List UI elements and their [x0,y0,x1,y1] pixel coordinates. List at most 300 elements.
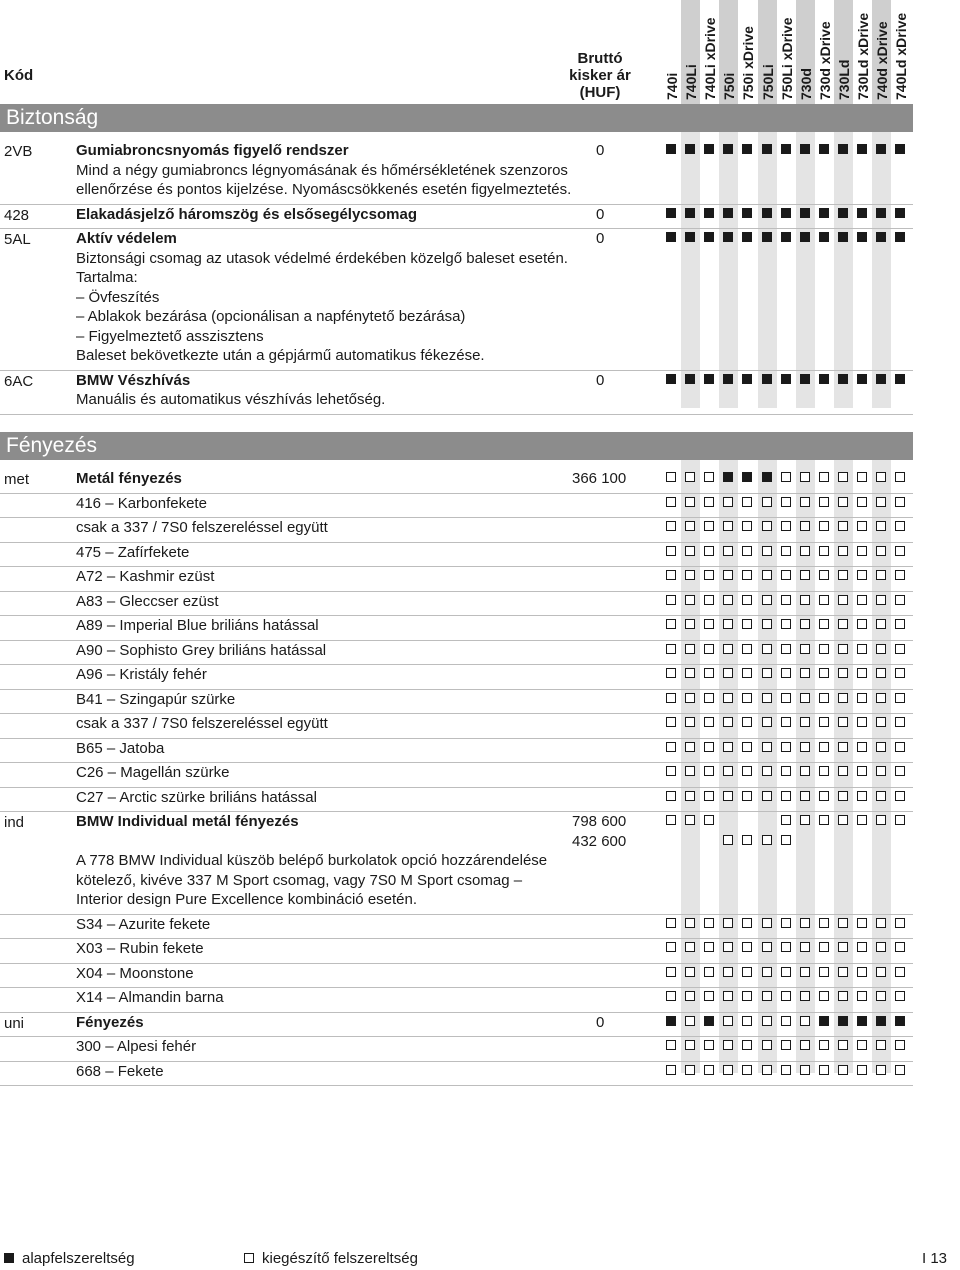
optional-square-icon [723,595,733,605]
optional-square-icon [857,766,867,776]
optional-square-icon [819,766,829,776]
option-code: 6AC [4,372,34,390]
optional-square-icon [723,497,733,507]
standard-square-icon [838,208,848,218]
standard-square-icon [666,374,676,384]
optional-square-icon [781,693,791,703]
standard-square-icon [895,144,905,154]
optional-square-icon [685,619,695,629]
optional-square-icon [800,1065,810,1075]
option-description [76,543,189,563]
option-detail-line: 475 – Zafírfekete [76,543,190,561]
optional-square-icon [857,644,867,654]
optional-square-icon [685,472,695,482]
optional-square-icon [685,570,695,580]
option-detail-line: – Övfeszítés [76,288,160,306]
standard-square-icon [762,208,772,218]
optional-square-icon [762,570,772,580]
optional-square-icon [857,668,867,678]
header-code-label: Kód [4,67,34,84]
optional-square-icon [781,472,791,482]
optional-square-icon [704,472,714,482]
optional-square-icon [723,991,733,1001]
header-price-label [562,50,638,101]
option-detail-line: ellenőrzése és pontos kijelzése. Nyomáscsökkenés esetén figyelmeztetés. [76,181,572,198]
model-header-label: 750Li xDrive [778,17,795,100]
optional-square-icon [666,693,676,703]
optional-square-icon [742,546,752,556]
optional-square-icon [704,717,714,727]
optional-square-icon [857,791,867,801]
standard-square-icon [781,232,791,242]
optional-square-icon [895,644,905,654]
optional-square-icon [685,1065,695,1075]
optional-square-icon [800,967,810,977]
option-price [596,141,604,161]
option-description [76,665,207,685]
optional-square-icon [704,521,714,531]
option-description [76,714,328,734]
standard-square-icon [800,144,810,154]
column-band [872,132,891,408]
optional-square-icon [876,472,886,482]
option-detail-line: A90 – Sophisto Grey briliáns hatással [76,641,327,659]
optional-square-icon [800,668,810,678]
optional-square-icon [838,1065,848,1075]
optional-square-icon [685,1040,695,1050]
optional-square-icon [895,619,905,629]
optional-square-icon [819,791,829,801]
optional-square-icon [800,619,810,629]
optional-square-icon [857,497,867,507]
option-detail-line: Mind a négy gumiabroncs légnyomásának és hőmérsékletének szenzoros [76,161,568,179]
optional-square-icon [819,521,829,531]
optional-square-icon [666,991,676,1001]
section-safety-title: Biztonság [6,106,99,129]
option-detail-line: C27 – Arctic szürke briliáns hatással [76,788,317,806]
optional-square-icon [800,815,810,825]
optional-square-icon [742,595,752,605]
optional-square-icon [876,791,886,801]
option-title: Elakadásjelző háromszög és elsősegélycsomag [76,205,417,223]
column-band [796,132,815,408]
optional-square-icon [838,918,848,928]
optional-square-icon [819,717,829,727]
option-price [572,812,626,851]
option-detail-line: C26 – Magellán szürke [76,764,230,781]
model-header [891,0,910,104]
optional-square-icon [838,497,848,507]
optional-square-icon [685,497,695,507]
optional-square-icon [838,967,848,977]
optional-square-icon [762,668,772,678]
optional-square-icon [876,815,886,825]
model-header-label: 750i xDrive [740,26,757,100]
optional-square-icon [800,570,810,580]
optional-square-icon [819,942,829,952]
optional-square-icon [723,570,733,580]
standard-square-icon [857,232,867,242]
option-description [76,469,182,489]
optional-square-icon [704,815,714,825]
option-description [76,616,319,636]
optional-square-icon [819,815,829,825]
optional-square-icon [723,742,733,752]
optional-square-icon [781,1016,791,1026]
model-header-label: 750i [721,72,738,100]
optional-square-icon [666,644,676,654]
option-detail-line: X14 – Almandin barna [76,989,224,1006]
standard-square-icon [800,374,810,384]
option-code: met [4,471,30,488]
optional-square-icon [723,942,733,952]
optional-square-icon [742,967,752,977]
optional-square-icon [895,497,905,507]
standard-square-icon [781,144,791,154]
optional-square-icon [762,766,772,776]
price-label-line-2: kisker ár [569,67,631,84]
optional-square-icon [857,717,867,727]
standard-square-icon [819,374,829,384]
optional-square-icon [800,991,810,1001]
optional-square-icon [838,766,848,776]
optional-square-icon [800,546,810,556]
optional-square-icon [800,521,810,531]
model-header [662,0,681,104]
optional-square-icon [857,570,867,580]
optional-square-icon [666,619,676,629]
optional-square-icon [666,595,676,605]
optional-square-icon [762,918,772,928]
standard-square-icon [838,1016,848,1026]
optional-square-icon [704,766,714,776]
standard-square-icon [704,374,714,384]
optional-square-icon [819,472,829,482]
option-description [76,518,328,538]
standard-square-icon [819,1016,829,1026]
model-header-label: 740i [664,72,680,100]
model-header-label: 730d xDrive [816,21,833,100]
optional-square-icon [895,717,905,727]
optional-square-icon [762,693,772,703]
model-header-label: 730d [797,68,814,100]
optional-square-icon [742,644,752,654]
optional-square-icon [762,991,772,1001]
optional-square-icon [781,717,791,727]
optional-square-icon [876,742,886,752]
optional-square-icon [876,717,886,727]
optional-square-icon [857,1040,867,1050]
option-code: 428 [4,206,30,224]
optional-square-icon [876,668,886,678]
optional-square-icon [781,668,791,678]
optional-square-icon [704,546,714,556]
optional-square-icon [781,644,791,654]
optional-square-icon [666,1040,676,1050]
optional-square-icon [742,693,752,703]
optional-square-icon [876,991,886,1001]
optional-square-icon [666,546,676,556]
standard-square-icon [838,232,848,242]
optional-square-icon [742,791,752,801]
optional-square-icon [876,942,886,952]
option-price [596,371,604,391]
standard-square-icon [876,1016,886,1026]
standard-square-icon [762,144,772,154]
optional-square-icon [838,1040,848,1050]
optional-square-icon [685,644,695,654]
optional-square-icon [742,570,752,580]
option-detail-line: Biztonsági csomag az utasok védelmé érdekében közelgő baleset esetén. [76,249,568,267]
section-safety-bar [0,104,913,132]
option-detail-line: B41 – Szingapúr szürke [76,690,236,708]
optional-square-icon [857,693,867,703]
optional-square-icon [666,1065,676,1075]
standard-square-icon [723,144,733,154]
option-description [76,788,317,808]
optional-square-icon [723,918,733,928]
optional-square-icon [895,1065,905,1075]
option-code: uni [4,1014,25,1032]
optional-square-icon [876,546,886,556]
optional-square-icon [819,497,829,507]
optional-square-icon [704,595,714,605]
optional-square-icon [781,497,791,507]
optional-square-icon [819,693,829,703]
optional-square-icon [895,1040,905,1050]
standard-square-icon [666,232,676,242]
optional-square-icon [762,521,772,531]
option-description [76,739,164,759]
optional-square-icon [723,619,733,629]
option-detail-line: A96 – Kristály fehér [76,666,207,683]
optional-square-icon [838,570,848,580]
model-header [796,0,815,104]
standard-square-icon [742,208,752,218]
optional-square-icon [762,1040,772,1050]
standard-square-icon [742,144,752,154]
option-description [76,641,326,661]
standard-square-icon [685,144,695,154]
option-detail-line: A72 – Kashmir ezüst [76,568,215,585]
model-header [738,0,757,104]
option-detail-line [76,832,547,852]
standard-square-icon [723,208,733,218]
optional-square-icon [838,717,848,727]
optional-square-icon [857,619,867,629]
standard-square-icon [704,1016,714,1026]
optional-square-icon [876,595,886,605]
standard-square-icon [742,232,752,242]
price-value-secondary: 432 600 [572,832,627,850]
optional-square-icon [685,595,695,605]
standard-square-icon [742,374,752,384]
optional-square-icon [742,742,752,752]
standard-square-icon [723,374,733,384]
optional-square-icon [819,619,829,629]
filled-square-icon [4,1253,14,1263]
optional-square-icon [742,1016,752,1026]
row-divider [0,1085,913,1086]
optional-square-icon [723,546,733,556]
price-value: 0 [596,205,605,223]
optional-square-icon [685,1016,695,1026]
model-header-label: 730Ld xDrive [855,12,871,100]
optional-square-icon [666,815,676,825]
standard-square-icon [857,374,867,384]
optional-square-icon [762,1065,772,1075]
optional-square-icon [666,918,676,928]
standard-square-icon [876,232,886,242]
standard-square-icon [857,144,867,154]
optional-square-icon [800,497,810,507]
optional-square-icon [762,619,772,629]
optional-square-icon [685,991,695,1001]
optional-square-icon [742,835,752,845]
optional-square-icon [800,942,810,952]
optional-square-icon [685,717,695,727]
standard-square-icon [895,374,905,384]
option-detail-line: kötelező, kivéve 337 M Sport csomag, vagy 7S0 M Sport csomag – [76,871,523,889]
model-header [853,0,872,104]
model-header [681,0,700,104]
option-title: BMW Vészhívás [76,371,191,389]
optional-square-icon [895,668,905,678]
standard-square-icon [723,472,733,482]
optional-square-icon [876,619,886,629]
standard-square-icon [666,208,676,218]
standard-square-icon [704,144,714,154]
optional-square-icon [838,546,848,556]
price-value: 0 [596,1013,605,1031]
optional-square-icon [666,967,676,977]
standard-square-icon [838,144,848,154]
option-detail-line: 300 – Alpesi fehér [76,1038,197,1055]
standard-square-icon [857,1016,867,1026]
option-description [76,939,204,959]
optional-square-icon [800,766,810,776]
optional-square-icon [742,668,752,678]
optional-square-icon [857,521,867,531]
standard-square-icon [819,208,829,218]
optional-square-icon [704,742,714,752]
optional-square-icon [762,742,772,752]
optional-square-icon [800,742,810,752]
optional-square-icon [781,521,791,531]
option-description [76,592,219,612]
optional-square-icon [762,967,772,977]
optional-square-icon [895,766,905,776]
optional-square-icon [704,570,714,580]
optional-square-icon [895,942,905,952]
standard-square-icon [895,208,905,218]
optional-square-icon [723,1040,733,1050]
standard-square-icon [857,208,867,218]
standard-square-icon [781,374,791,384]
model-header-label: 740d xDrive [874,21,891,100]
optional-square-icon [704,918,714,928]
model-header [758,0,777,104]
optional-square-icon [819,991,829,1001]
optional-square-icon [857,918,867,928]
option-title: Aktív védelem [76,230,177,247]
price-label-line-3: (HUF) [579,84,621,101]
optional-square-icon [742,991,752,1001]
standard-square-icon [742,472,752,482]
optional-square-icon [857,472,867,482]
legend-standard-label: alapfelszereltség [22,1250,135,1267]
optional-square-icon [742,497,752,507]
optional-square-icon [781,570,791,580]
optional-square-icon [704,497,714,507]
standard-square-icon [800,232,810,242]
page-number: I 13 [922,1250,948,1267]
optional-square-icon [704,668,714,678]
optional-square-icon [666,472,676,482]
optional-square-icon [857,967,867,977]
optional-square-icon [723,766,733,776]
option-description [76,964,194,984]
optional-square-icon [895,521,905,531]
standard-square-icon [685,374,695,384]
optional-square-icon [876,1065,886,1075]
optional-square-icon [838,693,848,703]
standard-square-icon [838,374,848,384]
standard-square-icon [781,208,791,218]
optional-square-icon [838,991,848,1001]
optional-square-icon [781,742,791,752]
optional-square-icon [838,472,848,482]
optional-square-icon [762,717,772,727]
optional-square-icon [876,967,886,977]
option-description [76,494,207,514]
optional-square-icon [685,742,695,752]
optional-square-icon [838,668,848,678]
price-value: 0 [596,142,605,159]
optional-square-icon [781,619,791,629]
optional-square-icon [666,942,676,952]
optional-square-icon [876,918,886,928]
option-description [76,371,385,410]
optional-square-icon [685,967,695,977]
standard-square-icon [800,208,810,218]
optional-square-icon [876,644,886,654]
column-band [834,132,853,408]
optional-square-icon [762,497,772,507]
model-header-label: 740Li [683,64,700,100]
price-value: 0 [596,230,605,247]
optional-square-icon [876,766,886,776]
optional-square-icon [723,521,733,531]
standard-square-icon [876,208,886,218]
option-detail-line: – Ablakok bezárása (opcionálisan a napfénytető bezárása) [76,308,466,325]
price-value: 0 [596,371,605,389]
option-detail-line: A83 – Gleccser ezüst [76,592,219,610]
option-detail-line: csak a 337 / 7S0 felszereléssel együtt [76,715,328,732]
optional-square-icon [876,521,886,531]
optional-square-icon [895,472,905,482]
optional-square-icon [819,595,829,605]
standard-square-icon [704,232,714,242]
standard-square-icon [666,144,676,154]
optional-square-icon [838,595,848,605]
optional-square-icon [762,595,772,605]
optional-square-icon [742,717,752,727]
optional-square-icon [800,1016,810,1026]
model-header [834,0,853,104]
standard-square-icon [895,1016,905,1026]
standard-square-icon [762,472,772,482]
